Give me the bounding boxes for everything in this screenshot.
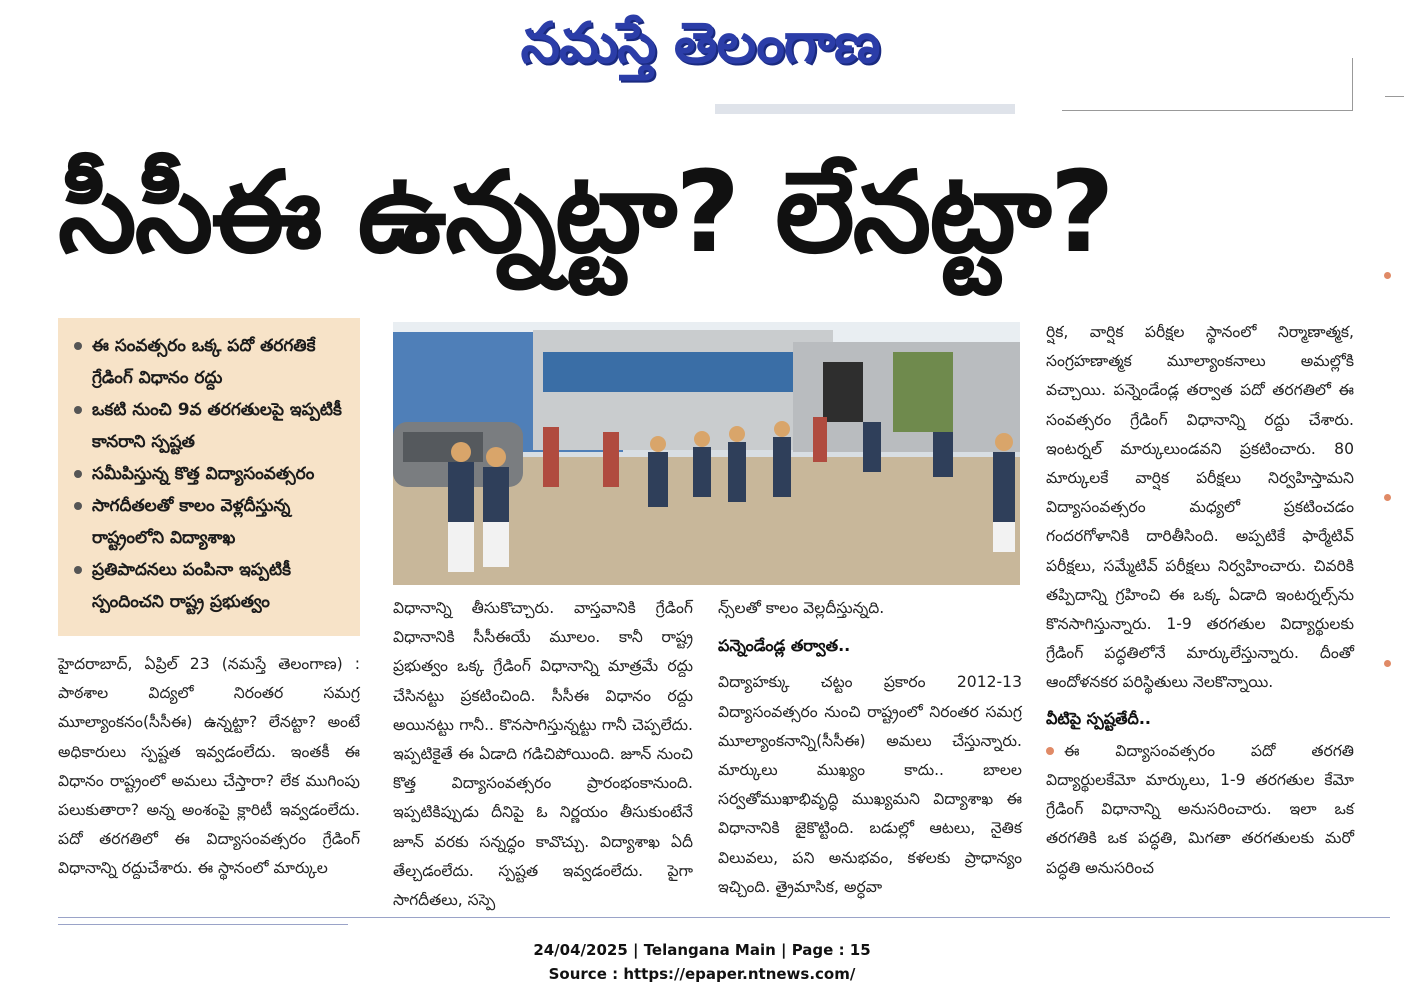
highlight-item: సమీపిస్తున్న కొత్త విద్యాసంవత్సరం: [70, 458, 350, 490]
adjacent-article-frame: [1062, 58, 1353, 111]
article-column-3: [718, 594, 1022, 902]
article-column-4: [1046, 318, 1354, 883]
footer-source-link[interactable]: Source : https://epaper.ntnews.com/: [548, 965, 856, 983]
bullet-icon: [74, 566, 82, 574]
footer-date-page: 24/04/2025 | Telangana Main | Page : 15: [533, 941, 871, 959]
body-text: ర్షిక, వార్షిక పరీక్షల స్థానంలో నిర్మాణాత్మక, సంగ్రహణాత్మక మూల్యాంకనాలు అమల్లోకి వచ్చాయి. పన్నెండేండ్ల తర్వాత పదో తరగతిలో ఈ సంవత్సరం గ్రేడింగ్ విధానాన్ని రద్దు చేశారు. ఇంటర్నల్ మార్కులుండవని ప్రకటించారు. 80 మార్కులకే వార్షిక పరీక్షలు నిర్వహిస్తామని విద్యాసంవత్సరం మధ్యలో ప్రకటించడం గందరగోళానికి దారితీసింది. అప్పటికే ఫార్మేటివ్ పరీక్షలు, సమ్మేటివ్ పరీక్షలు నిర్వహించారు. చివరికి తప్పిదాన్ని గ్రహించి ఈ ఒక్క ఏడాది ఇంటర్నల్స్‌ను కొనసాగిస్తున్నారు. 1-9 తరగతుల విద్యార్థులకు గ్రేడింగ్ పద్ధతిలోనే మార్కులేస్తున్నారు. దీంతో ఆందోళనకర పరిస్థితులు నెలకొన్నాయి.: [1046, 323, 1354, 692]
margin-bullet-icon: [1384, 272, 1391, 279]
bullet-icon: [74, 470, 82, 478]
body-text: విద్యాహక్కు చట్టం ప్రకారం 2012-13 విద్యాసంవత్సరం నుంచి రాష్ట్రంలో నిరంతర సమగ్ర మూల్యాంకనాన్ని(సీసీఈ) అమలు చేస్తున్నారు. మార్కులు ముఖ్యం కాదు.. బాలల సర్వతోముఖాభివృద్ధి ముఖ్యమని విద్యాశాఖ ఈ విధానానికి జైకొట్టింది. బడుల్లో ఆటలు, నైతిక విలువలు, పని అనుభవం, కళలకు ప్రాధాన్యం ఇచ్చింది. త్రైమాసిక, అర్ధవా: [718, 673, 1022, 896]
margin-bullet-icon: [1384, 494, 1391, 501]
bullet-icon: [1046, 747, 1054, 755]
highlights-box: [58, 318, 360, 636]
bullet-paragraph: ఈ విద్యాసంవత్సరం పదో తరగతి విద్యార్థులకేమో మార్కులు, 1-9 తరగతుల కేమో గ్రేడింగ్ విధానాన్ని అనుసరించారు. ఇలా ఒక తరగతికి ఒక పద్ధతి, మిగతా తరగతులకు మరో పద్ధతి అనుసరించ: [1046, 741, 1354, 877]
article-column-2: [393, 594, 693, 915]
headline: సీసీఈ ఉన్నట్టా? లేనట్టా?: [58, 148, 1113, 278]
article-column-1: [58, 650, 360, 884]
body-text: న్స్‌లతో కాలం వెల్లదీస్తున్నది.: [718, 599, 885, 617]
decorative-rule: [715, 104, 1015, 114]
divider: [58, 924, 348, 925]
body-text: విధానాన్ని తీసుకొచ్చారు. వాస్తవానికి గ్రేడింగ్ విధానానికి సీసీఈయే మూలం. కానీ రాష్ట్ర ప్రభుత్వం ఒక్క గ్రేడింగ్ విధానాన్ని మాత్రమే రద్దు చేసినట్టు ప్రకటించింది. సీసీఈ విధానం రద్దు అయినట్టు గానీ.. కొనసాగిస్తున్నట్టు గానీ చెప్పలేదు. ఇప్పటికైతే ఈ ఏడాది గడిచిపోయింది. జూన్ నుంచి కొత్త విద్యాసంవత్సరం ప్రారంభంకానుంది. ఇప్పటికిప్పుడు దీనిపై ఓ నిర్ణయం తీసుకుంటేనే జూన్ వరకు సన్నద్ధం కావొచ్చు. విద్యాశాఖ ఏదీ తేల్చడంలేదు. స్పష్టత ఇవ్వడంలేదు. పైగా సాగదీతలు, సస్పె: [393, 599, 693, 910]
highlight-item: ఒకటి నుంచి 9వ తరగతులపై ఇప్పటికీ కానరాని స్పష్టత: [70, 394, 350, 458]
bullet-icon: [74, 406, 82, 414]
divider: [58, 917, 1390, 918]
bullet-icon: [74, 342, 82, 350]
footer: [400, 938, 1004, 986]
bullet-icon: [74, 502, 82, 510]
highlight-item: ప్రతిపాదనలు పంపినా ఇప్పటికీ స్పందించని రాష్ట్ర ప్రభుత్వం: [70, 554, 350, 618]
highlight-item: సాగదీతలతో కాలం వెళ్లదీస్తున్న రాష్ట్రంలోని విద్యాశాఖ: [70, 490, 350, 554]
margin-bullet-icon: [1384, 660, 1391, 667]
body-text: హైదరాబాద్, ఏప్రిల్ 23 (నమస్తే తెలంగాణ) : పాఠశాల విద్యలో నిరంతర సమగ్ర మూల్యాంకనం(సీసీఈ) ఉన్నట్టా? లేనట్టా? అంటే అధికారులు స్పష్టత ఇవ్వడంలేదు. ఇంతకీ ఈ విధానం రాష్ట్రంలో అమలు చేస్తారా? లేక ముగింపు పలుకుతారా? అన్న అంశంపై క్లారిటీ ఇవ్వడంలేదు. పదో తరగతిలో ఈ విద్యాసంవత్సరం గ్రేడింగ్ విధానాన్ని రద్దుచేశారు. ఈ స్థానంలో మార్కుల: [58, 655, 360, 878]
decorative-rule: [1385, 96, 1404, 97]
subheading: వీటిపై స్పష్టతేదీ..: [1046, 708, 1152, 728]
photo-illustration: [393, 322, 1020, 585]
school-students-photo: [393, 322, 1020, 585]
subheading: పన్నెండేండ్ల తర్వాత..: [718, 636, 851, 656]
masthead-logo: నమస్తే తెలంగాణ: [520, 11, 880, 76]
highlight-item: ఈ సంవత్సరం ఒక్క పదో తరగతికే గ్రేడింగ్ విధానం రద్దు: [70, 330, 350, 394]
